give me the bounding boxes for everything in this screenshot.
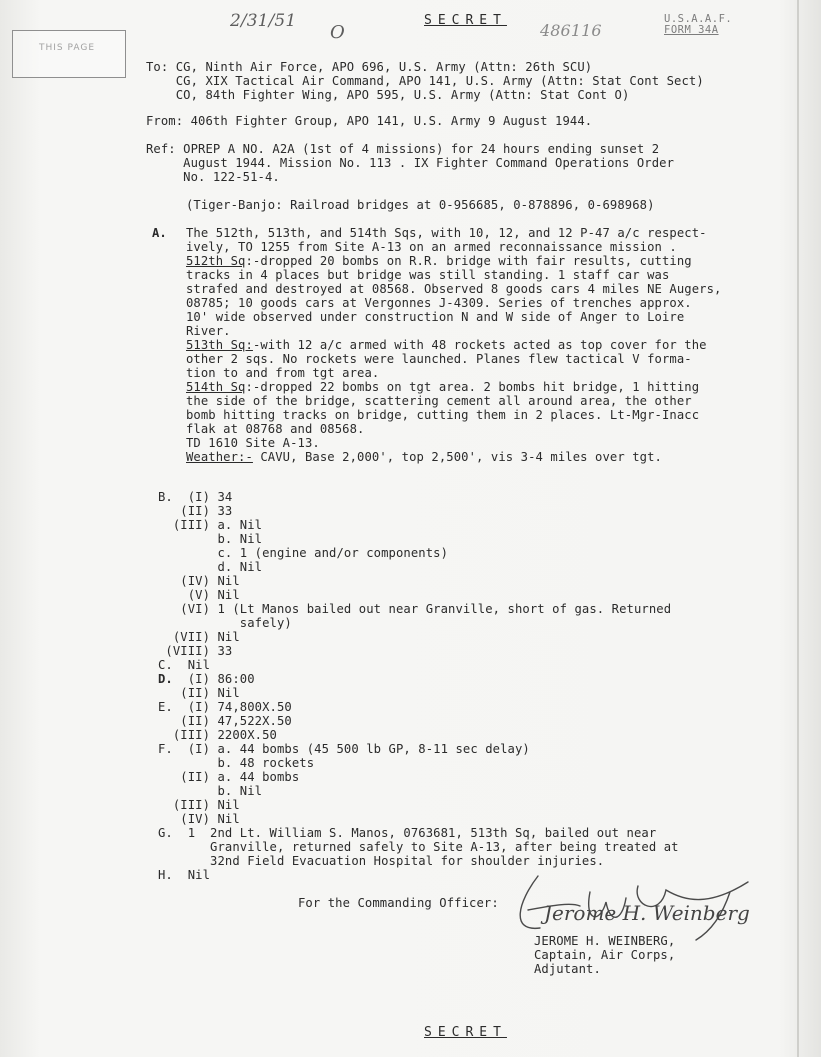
section-g-line-3: 32nd Field Evacuation Hospital for shoulder injuries. <box>158 854 605 868</box>
from-line: From: 406th Fighter Group, APO 141, U.S. Army 9 August 1944. <box>146 114 593 128</box>
section-e-line-1: E. (I) 74,800X.50 <box>158 700 292 714</box>
section-g-line-2: Granville, returned safely to Site A-13, after being treated at <box>158 840 679 854</box>
to-line-2: CG, XIX Tactical Air Command, APO 141, U.S. Army (Attn: Stat Cont Sect) <box>146 74 704 88</box>
ref-line-1: Ref: OPREP A NO. A2A (1st of 4 missions) for 24 hours ending sunset 2 <box>146 142 660 156</box>
sq513-heading: 513th Sq: <box>186 338 253 352</box>
weather-heading: Weather:- <box>186 450 253 464</box>
section-e-line-2: (II) 47,522X.50 <box>158 714 292 728</box>
signer-title: Adjutant. <box>534 962 601 976</box>
section-c-line-1: C. Nil <box>158 658 211 672</box>
sq512-text-1: :-dropped 20 bombs on R.R. bridge with fair results, cutting <box>245 254 692 268</box>
section-a-line-1: The 512th, 513th, and 514th Sqs, with 10, 12, and 12 P-47 a/c respect- <box>186 226 707 240</box>
section-f-line-1: F. (I) a. 44 bombs (45 500 lb GP, 8-11 sec delay) <box>158 742 530 756</box>
form-number <box>664 14 732 36</box>
section-b-line-5: c. 1 (engine and/or components) <box>158 546 449 560</box>
sq514-text-1: :-dropped 22 bombs on tgt area. 2 bombs hit bridge, 1 hitting <box>245 380 700 394</box>
sq512-line-1 <box>186 254 692 268</box>
section-b-line-7: (IV) Nil <box>158 574 240 588</box>
section-b-line-9: (VI) 1 (Lt Manos bailed out near Granville, short of gas. Returned <box>158 602 672 616</box>
section-b-line-2: (II) 33 <box>158 504 233 518</box>
sq514-line-4: flak at 08768 and 08568. <box>186 422 365 436</box>
sq514-line-2: the side of the bridge, scattering cement all around area, the other <box>186 394 692 408</box>
to-line-1: To: CG, Ninth Air Force, APO 696, U.S. Army (Attn: 26th SCU) <box>146 60 593 74</box>
section-f-line-5: (III) Nil <box>158 798 240 812</box>
section-d-label: D. <box>158 672 173 686</box>
section-f-line-6: (IV) Nil <box>158 812 240 826</box>
sq513-line-3: tion to and from tgt area. <box>186 366 380 380</box>
handwritten-mark: O <box>330 22 345 43</box>
stamp-text: THIS PAGE <box>39 43 96 53</box>
page-stamp-box <box>12 30 126 78</box>
form-line1: U.S.A.A.F. <box>664 13 733 25</box>
handwritten-date: 2/31/51 <box>230 11 297 31</box>
section-f-line-3: (II) a. 44 bombs <box>158 770 300 784</box>
form-line2: FORM 34A <box>664 24 719 36</box>
ref-line-3: No. 122-51-4. <box>146 170 280 184</box>
section-d-line-2: (II) Nil <box>158 686 240 700</box>
section-b-line-10: safely) <box>158 616 292 630</box>
weather-line <box>186 450 662 464</box>
sq513-line-2: other 2 sqs. No rockets were launched. Planes flew tactical V forma- <box>186 352 692 366</box>
section-b-line-11: (VII) Nil <box>158 630 240 644</box>
sq513-text-1: -with 12 a/c armed with 48 rockets acted as top cover for the <box>252 338 707 352</box>
sq514-line-1 <box>186 380 699 394</box>
weather-text: CAVU, Base 2,000', top 2,500', vis 3-4 miles over tgt. <box>252 450 662 464</box>
section-b-line-3: (III) a. Nil <box>158 518 263 532</box>
ref-line-2: August 1944. Mission No. 113 . IX Fighter Command Operations Order <box>146 156 675 170</box>
sq514-line-3: bomb hitting tracks on bridge, cutting them in 2 places. Lt-Mgr-Inacc <box>186 408 700 422</box>
signer-name: JEROME H. WEINBERG, <box>534 934 676 948</box>
classification-footer: SECRET <box>424 1025 507 1040</box>
section-b-line-8: (V) Nil <box>158 588 240 602</box>
sq512-line-4: 08785; 10 goods cars at Vergonnes J-4309. Series of trenches approx. <box>186 296 692 310</box>
section-a-line-2: ively, TO 1255 from Site A-13 on an armed reconnaissance mission . <box>186 240 677 254</box>
section-g-line-1: G. 1 2nd Lt. William S. Manos, 0763681, 513th Sq, bailed out near <box>158 826 657 840</box>
classification-header: SECRET <box>424 13 507 28</box>
signer-rank: Captain, Air Corps, <box>534 948 676 962</box>
section-d-text-1: (I) 86:00 <box>172 672 255 686</box>
handwritten-signature <box>510 862 760 942</box>
target-line: (Tiger-Banjo: Railroad bridges at 0-956685, 0-878896, 0-698968) <box>186 198 655 212</box>
handwritten-ref: 486116 <box>540 21 602 40</box>
sq512-line-3: strafed and destroyed at 08568. Observed 8 goods cars 4 miles NE Augers, <box>186 282 722 296</box>
section-b-line-4: b. Nil <box>158 532 263 546</box>
sq513-line-1 <box>186 338 707 352</box>
section-f-line-2: b. 48 rockets <box>158 756 315 770</box>
sq514-heading: 514th Sq <box>186 380 246 394</box>
section-b-line-1: B. (I) 34 <box>158 490 233 504</box>
section-b-line-12: (VIII) 33 <box>158 644 233 658</box>
to-line-3: CO, 84th Fighter Wing, APO 595, U.S. Army (Attn: Stat Cont O) <box>146 88 630 102</box>
section-a-label: A. <box>152 226 167 240</box>
section-b-line-6: d. Nil <box>158 560 263 574</box>
sq512-line-2: tracks in 4 places but bridge was still standing. 1 staff car was <box>186 268 670 282</box>
section-h-line-1: H. Nil <box>158 868 211 882</box>
section-d-line-1 <box>158 672 255 686</box>
td-line: TD 1610 Site A-13. <box>186 436 320 450</box>
for-commanding-officer: For the Commanding Officer: <box>298 896 499 910</box>
sq512-line-5: 10' wide observed under construction N and W side of Anger to Loire <box>186 310 685 324</box>
section-f-line-4: b. Nil <box>158 784 263 798</box>
signature-script: Jerome H. Weinberg <box>544 901 750 925</box>
sq512-heading: 512th Sq <box>186 254 246 268</box>
sq512-line-6: River. <box>186 324 231 338</box>
section-e-line-3: (III) 2200X.50 <box>158 728 277 742</box>
